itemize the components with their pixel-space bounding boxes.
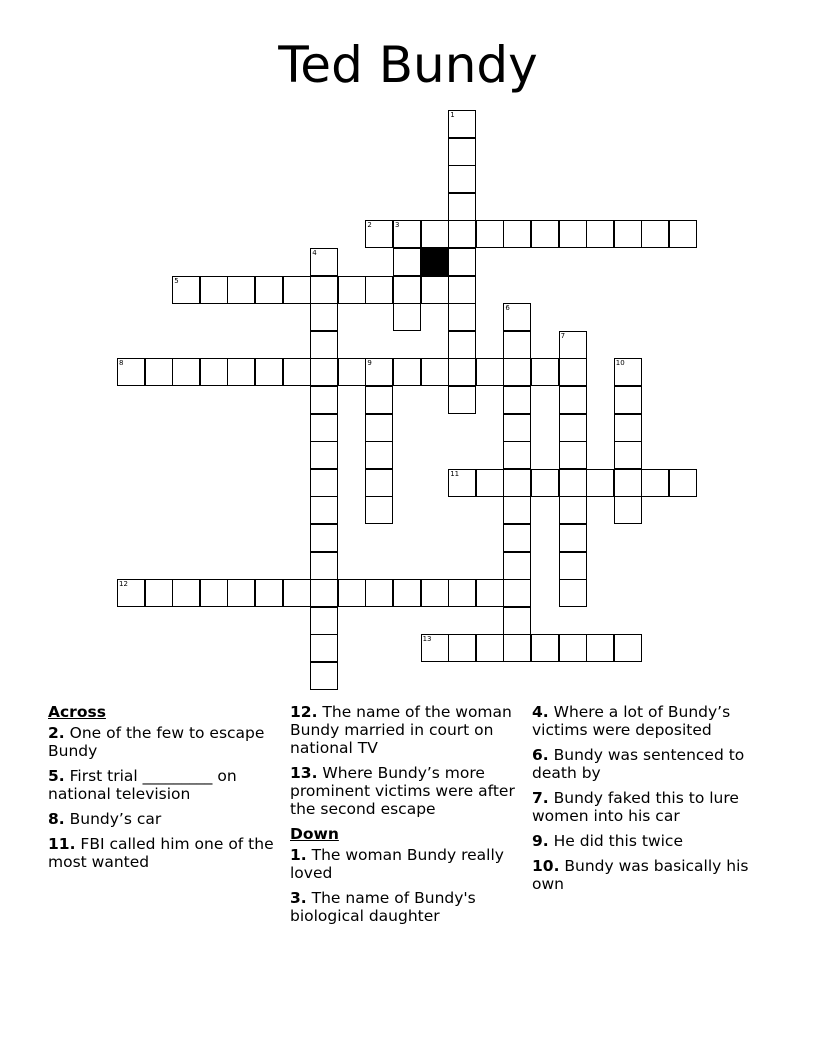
grid-cell[interactable] — [476, 358, 504, 386]
cell-number: 4 — [312, 249, 317, 257]
grid-cell[interactable] — [448, 165, 476, 193]
grid-cell[interactable] — [448, 193, 476, 221]
grid-cell[interactable] — [310, 662, 338, 690]
grid-cell[interactable] — [393, 358, 421, 386]
grid-cell[interactable] — [586, 469, 614, 497]
grid-cell[interactable] — [393, 248, 421, 276]
clue-across-5 — [48, 767, 280, 803]
grid-cell[interactable] — [255, 276, 283, 304]
across-heading: Across — [48, 703, 106, 721]
clue-text: FBI called him one of the most wanted — [48, 835, 274, 871]
grid-cell[interactable] — [448, 303, 476, 331]
grid-cell[interactable] — [200, 358, 228, 386]
clue-down-6 — [532, 746, 764, 782]
cell-number: 9 — [367, 359, 372, 368]
clue-number: 2. — [48, 724, 65, 742]
grid-cell[interactable] — [448, 386, 476, 414]
clue-text: The name of the woman Bundy married in court on national TV — [290, 703, 512, 757]
cell-number: 1 — [450, 111, 455, 119]
cell-number: 7 — [560, 331, 566, 340]
grid-cell[interactable] — [255, 358, 283, 386]
grid-cell[interactable] — [476, 634, 504, 662]
puzzle-title: Ted Bundy — [278, 36, 538, 94]
grid-cell[interactable] — [503, 441, 531, 469]
grid-cell[interactable] — [614, 358, 642, 386]
grid-cell[interactable] — [365, 441, 393, 469]
grid-cell[interactable] — [172, 276, 200, 304]
clue-number: 12. — [290, 703, 318, 721]
cell-number: 12 — [119, 580, 128, 589]
cell-number: 5 — [174, 276, 179, 285]
grid-cell[interactable] — [227, 579, 255, 607]
clue-text: The name of Bundy's biological daughter — [290, 889, 476, 925]
clue-text: Bundy’s car — [69, 810, 162, 828]
cell-number: 11 — [450, 469, 460, 478]
grid-cell[interactable] — [559, 414, 587, 442]
grid-cell[interactable] — [614, 441, 642, 469]
grid-cell[interactable] — [559, 386, 587, 414]
grid-cell[interactable] — [503, 496, 531, 524]
grid-cell[interactable] — [227, 276, 255, 304]
grid-cell[interactable] — [448, 358, 476, 386]
grid-cell[interactable] — [310, 441, 338, 469]
grid-cell[interactable] — [531, 634, 559, 662]
clue-text: Bundy faked this to lure women into his car — [532, 789, 739, 825]
grid-cell[interactable] — [310, 607, 338, 635]
clue-number: 5. — [48, 767, 65, 785]
grid-cell[interactable] — [310, 276, 338, 304]
clue-number: 4. — [532, 703, 549, 721]
grid-cell[interactable] — [310, 331, 338, 359]
grid-cell[interactable] — [503, 634, 531, 662]
clue-number: 13. — [290, 764, 318, 782]
grid-cell[interactable] — [503, 469, 531, 497]
clue-across-11 — [48, 835, 280, 871]
grid-cell[interactable] — [669, 220, 697, 248]
grid-cell[interactable] — [614, 634, 642, 662]
grid-cell[interactable] — [559, 496, 587, 524]
clues-column-1 — [48, 703, 280, 878]
clue-text: The woman Bundy really loved — [290, 846, 504, 882]
grid-cell[interactable] — [586, 634, 614, 662]
grid-cell[interactable] — [448, 110, 476, 138]
grid-cell[interactable] — [503, 414, 531, 442]
clue-down-7 — [532, 789, 764, 825]
grid-cell[interactable] — [448, 220, 476, 248]
cell-number: 6 — [505, 304, 510, 313]
grid-cell[interactable] — [200, 276, 228, 304]
black-cell — [421, 248, 449, 276]
grid-cell[interactable] — [283, 358, 311, 386]
grid-cell[interactable] — [338, 358, 366, 386]
clue-number: 9. — [532, 832, 549, 850]
grid-cell[interactable] — [365, 276, 393, 304]
clue-across-12 — [290, 703, 522, 757]
clues-column-2 — [290, 703, 522, 932]
grid-cell[interactable] — [448, 469, 476, 497]
clue-number: 1. — [290, 846, 307, 864]
grid-cell[interactable] — [365, 496, 393, 524]
grid-cell[interactable] — [503, 386, 531, 414]
clue-down-4 — [532, 703, 764, 739]
grid-cell[interactable] — [614, 220, 642, 248]
grid-cell[interactable] — [448, 276, 476, 304]
grid-cell[interactable] — [310, 248, 338, 276]
grid-cell[interactable] — [448, 634, 476, 662]
grid-cell[interactable] — [310, 358, 338, 386]
grid-cell[interactable] — [559, 358, 587, 386]
clue-down-9 — [532, 832, 764, 850]
grid-cell[interactable] — [531, 358, 559, 386]
grid-cell[interactable] — [365, 579, 393, 607]
grid-cell[interactable] — [117, 579, 145, 607]
grid-cell[interactable] — [172, 358, 200, 386]
grid-cell[interactable] — [421, 358, 449, 386]
grid-cell[interactable] — [310, 386, 338, 414]
grid-cell[interactable] — [669, 469, 697, 497]
grid-cell[interactable] — [448, 138, 476, 166]
grid-cell[interactable] — [503, 579, 531, 607]
clues-column-3 — [532, 703, 764, 900]
grid-cell[interactable] — [614, 496, 642, 524]
grid-cell[interactable] — [641, 220, 669, 248]
grid-cell[interactable] — [448, 248, 476, 276]
grid-cell[interactable] — [421, 579, 449, 607]
grid-cell[interactable] — [503, 524, 531, 552]
grid-cell[interactable] — [448, 331, 476, 359]
grid-cell[interactable] — [310, 552, 338, 580]
grid-cell[interactable] — [365, 386, 393, 414]
clue-number: 11. — [48, 835, 76, 853]
grid-cell[interactable] — [476, 579, 504, 607]
clue-text: Bundy was sentenced to death by — [532, 746, 745, 782]
grid-cell[interactable] — [365, 220, 393, 248]
clue-text: First trial _________ on national television — [48, 767, 237, 803]
grid-cell[interactable] — [338, 579, 366, 607]
clue-down-10 — [532, 857, 764, 893]
grid-cell[interactable] — [503, 303, 531, 331]
grid-cell[interactable] — [559, 220, 587, 248]
clue-number: 6. — [532, 746, 549, 764]
grid-cell[interactable] — [641, 469, 669, 497]
grid-cell[interactable] — [310, 579, 338, 607]
grid-cell[interactable] — [559, 441, 587, 469]
grid-cell[interactable] — [200, 579, 228, 607]
cell-number: 13 — [422, 635, 432, 644]
grid-cell[interactable] — [310, 303, 338, 331]
cell-number: 10 — [615, 359, 625, 368]
clue-text: Where a lot of Bundy’s victims were deposited — [532, 703, 731, 739]
grid-cell[interactable] — [559, 552, 587, 580]
grid-cell[interactable] — [448, 579, 476, 607]
clue-across-8 — [48, 810, 280, 828]
grid-cell[interactable] — [503, 358, 531, 386]
grid-cell[interactable] — [586, 220, 614, 248]
grid-cell[interactable] — [421, 276, 449, 304]
grid-cell[interactable] — [531, 220, 559, 248]
grid-cell[interactable] — [503, 552, 531, 580]
clue-text: Where Bundy’s more prominent victims were after the second escape — [290, 764, 515, 818]
grid-cell[interactable] — [559, 331, 587, 359]
grid-cell[interactable] — [503, 220, 531, 248]
clue-number: 7. — [532, 789, 549, 807]
grid-cell[interactable] — [531, 469, 559, 497]
clue-across-13 — [290, 764, 522, 818]
cell-number: 3 — [395, 221, 400, 230]
grid-cell[interactable] — [310, 524, 338, 552]
grid-cell[interactable] — [559, 469, 587, 497]
clue-down-3 — [290, 889, 522, 925]
clue-number: 8. — [48, 810, 65, 828]
clue-down-1 — [290, 846, 522, 882]
cell-number: 2 — [367, 221, 372, 230]
grid-cell[interactable] — [365, 414, 393, 442]
grid-cell[interactable] — [476, 469, 504, 497]
grid-cell[interactable] — [365, 469, 393, 497]
grid-cell[interactable] — [559, 579, 587, 607]
grid-cell[interactable] — [614, 414, 642, 442]
grid-cell[interactable] — [310, 414, 338, 442]
clue-across-2 — [48, 724, 280, 760]
grid-cell[interactable] — [117, 358, 145, 386]
grid-cell[interactable] — [145, 358, 173, 386]
grid-cell[interactable] — [145, 579, 173, 607]
grid-cell[interactable] — [310, 469, 338, 497]
grid-cell[interactable] — [393, 303, 421, 331]
grid-cell[interactable] — [393, 220, 421, 248]
grid-cell[interactable] — [559, 524, 587, 552]
grid-cell[interactable] — [227, 358, 255, 386]
grid-cell[interactable] — [338, 276, 366, 304]
clue-number: 3. — [290, 889, 307, 907]
clue-number: 10. — [532, 857, 560, 875]
clue-text: He did this twice — [553, 832, 683, 850]
grid-cell[interactable] — [421, 634, 449, 662]
grid-cell[interactable] — [255, 579, 283, 607]
clue-text: Bundy was basically his own — [532, 857, 749, 893]
grid-cell[interactable] — [614, 469, 642, 497]
grid-cell[interactable] — [283, 579, 311, 607]
grid-cell[interactable] — [310, 496, 338, 524]
grid-cell[interactable] — [393, 579, 421, 607]
down-heading: Down — [290, 825, 339, 843]
grid-cell[interactable] — [503, 331, 531, 359]
grid-cell[interactable] — [503, 607, 531, 635]
cell-number: 8 — [119, 359, 124, 368]
grid-cell[interactable] — [421, 220, 449, 248]
grid-cell[interactable] — [476, 220, 504, 248]
grid-cell[interactable] — [614, 386, 642, 414]
grid-cell[interactable] — [365, 358, 393, 386]
grid-cell[interactable] — [283, 276, 311, 304]
grid-cell[interactable] — [172, 579, 200, 607]
grid-cell[interactable] — [310, 634, 338, 662]
grid-cell[interactable] — [559, 634, 587, 662]
clue-text: One of the few to escape Bundy — [48, 724, 265, 760]
grid-cell[interactable] — [393, 276, 421, 304]
